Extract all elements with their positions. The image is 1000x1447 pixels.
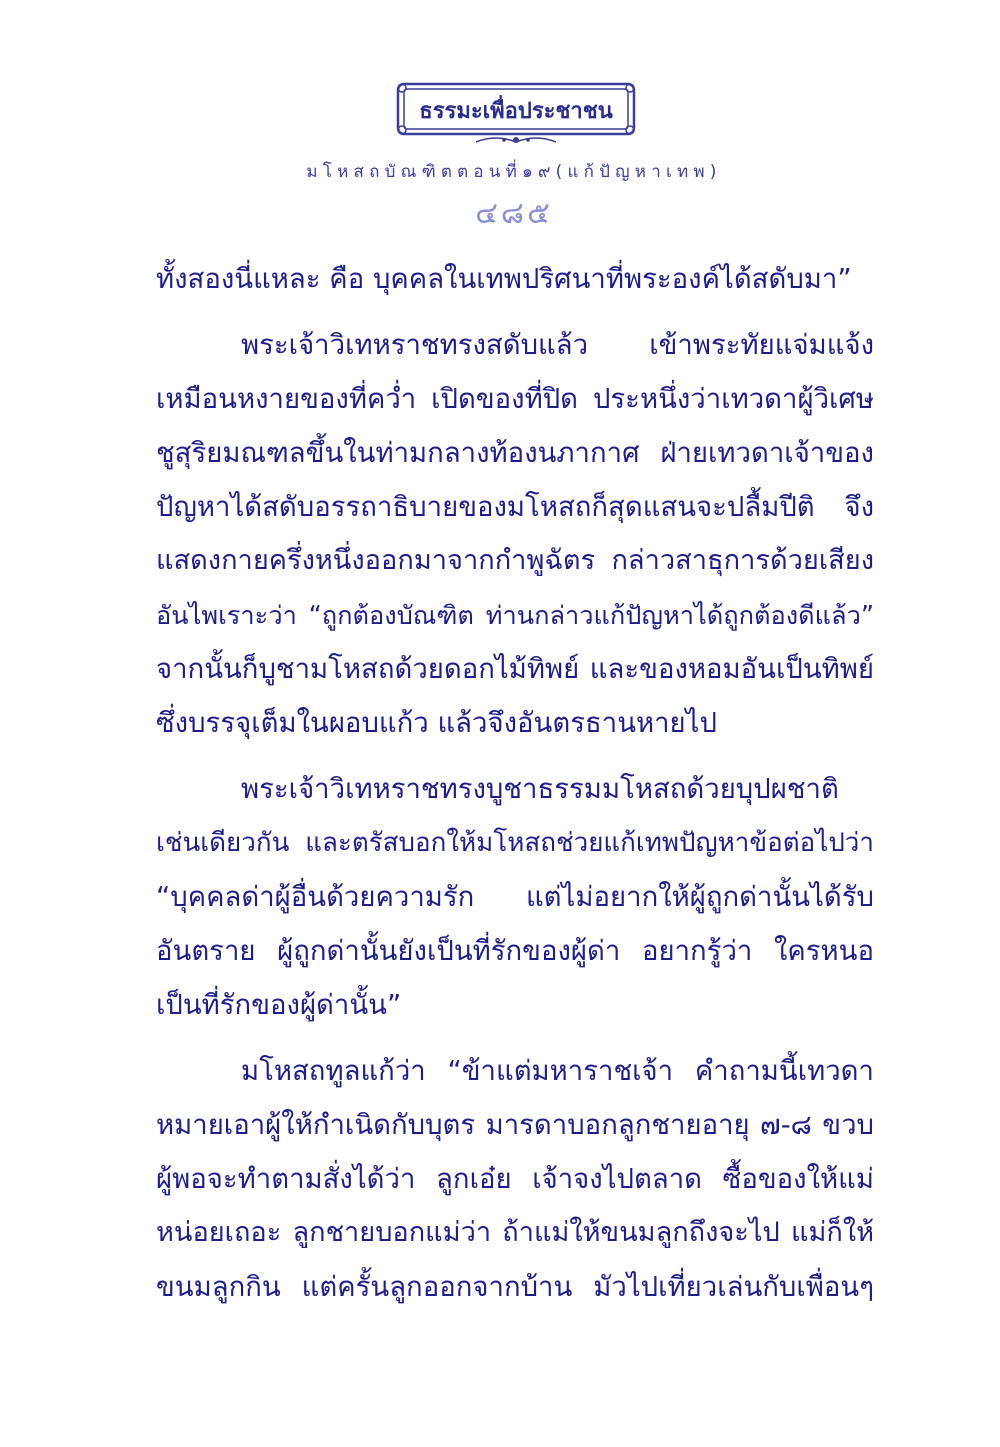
text-line: พระเจ้าวิเทหราชทรงบูชาธรรมมโหสถด้วยบุปผชาติ bbox=[241, 773, 839, 805]
document-body bbox=[156, 252, 874, 1314]
text-line: เช่นเดียวกัน และตรัสบอกให้มโหสถช่วยแก้เทพปัญหาข้อต่อไปว่า bbox=[156, 828, 874, 858]
page-number: ๔๘๕ bbox=[475, 196, 553, 231]
text-line: ขนมลูกกิน แต่ครั้นลูกออกจากบ้าน มัวไปเที่ยวเล่นกับเพื่อนๆ bbox=[156, 1271, 874, 1303]
text-line: ซึ่งบรรจุเต็มในผอบแก้ว แล้วจึงอันตรธานหายไป bbox=[156, 707, 717, 739]
text-line: “บุคคลด่าผู้อื่นด้วยความรัก แต่ไม่อยากให้ผู้ถูกด่านั้นได้รับ bbox=[156, 881, 874, 913]
logo-emblem-icon bbox=[394, 78, 638, 150]
text-line: พระเจ้าวิเทหราชทรงสดับแล้ว เข้าพระทัยแจ่มแจ้ง bbox=[241, 329, 874, 361]
text-line: ชูสุริยมณฑลขึ้นในท่ามกลางท้องนภากาศ ฝ่ายเทวดาเจ้าของ bbox=[156, 437, 874, 469]
text-line: ทั้งสองนี่แหละ คือ บุคคลในเทพปริศนาที่พระองค์ได้สดับมา” bbox=[156, 263, 852, 295]
text-line: แสดงกายครึ่งหนึ่งออกมาจากกำพูฉัตร กล่าวสาธุการด้วยเสียง bbox=[156, 545, 874, 576]
text-line: ผู้พอจะทำตามสั่งได้ว่า ลูกเอ๋ย เจ้าจงไปตลาด ซื้อของให้แม่ bbox=[156, 1163, 874, 1195]
text-line: หมายเอาผู้ให้กำเนิดกับบุตร มารดาบอกลูกชายอายุ ๗-๘ ขวบ bbox=[156, 1109, 874, 1141]
logo-text: ธรรมะเพื่อประชาชน bbox=[419, 99, 613, 124]
dhamma-logo bbox=[394, 78, 638, 150]
text-line: มโหสถทูลแก้ว่า “ข้าแต่มหาราชเจ้า คำถามนี้เทวดา bbox=[241, 1055, 874, 1087]
text-line: จากนั้นก็บูชามโหสถด้วยดอกไม้ทิพย์ และของหอมอันเป็นทิพย์ bbox=[156, 653, 874, 685]
chapter-subtitle: มโหสถบัณฑิตตอนที่๑๙(แก้ปัญหาเทพ) bbox=[306, 162, 722, 182]
text-line: อันตราย ผู้ถูกด่านั้นยังเป็นที่รักของผู้ด่า อยากรู้ว่า ใครหนอ bbox=[156, 935, 874, 967]
text-line: เหมือนหงายของที่คว่ำ เปิดของที่ปิด ประหนึ่งว่าเทวดาผู้วิเศษ bbox=[156, 383, 874, 415]
text-line: เป็นที่รักของผู้ด่านั้น” bbox=[156, 989, 402, 1021]
page-header bbox=[0, 74, 1000, 234]
text-line: หน่อยเถอะ ลูกชายบอกแม่ว่า ถ้าแม่ให้ขนมลูกถึงจะไป แม่ก็ให้ bbox=[156, 1217, 874, 1248]
text-line: อันไพเราะว่า “ถูกต้องบัณฑิต ท่านกล่าวแก้ปัญหาได้ถูกต้องดีแล้ว” bbox=[156, 600, 874, 630]
text-line: ปัญหาได้สดับอรรถาธิบายของมโหสถก็สุดแสนจะปลื้มปีติ จึง bbox=[156, 491, 874, 523]
